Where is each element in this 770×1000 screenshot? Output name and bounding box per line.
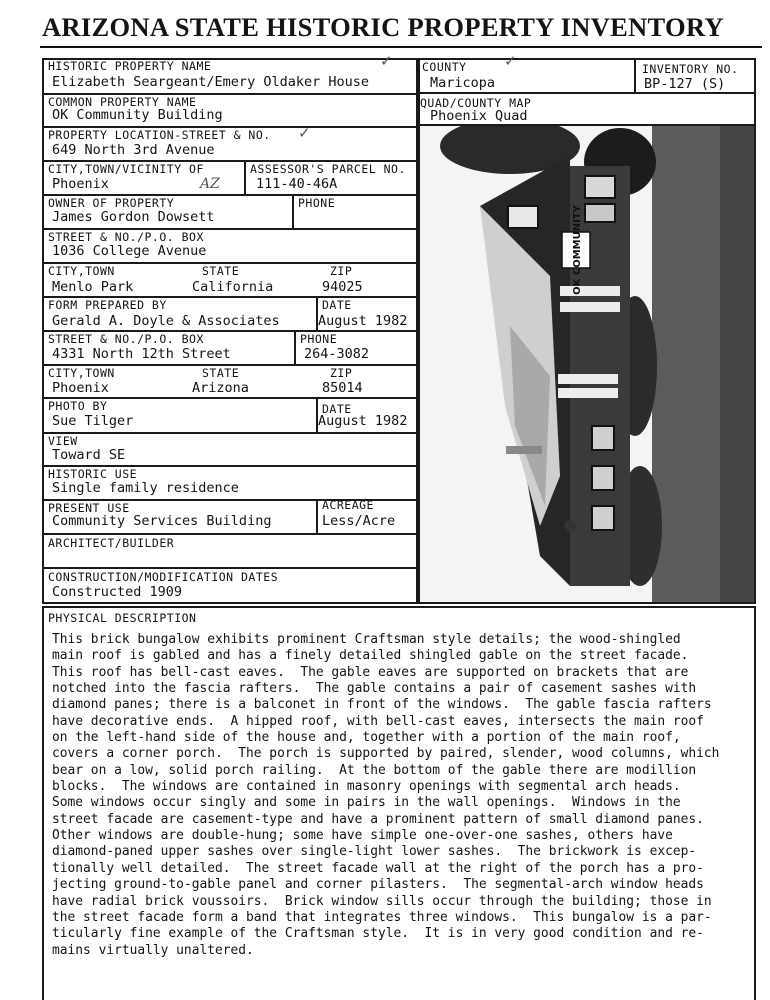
prep-state-label: STATE: [202, 366, 240, 380]
inventory-label: INVENTORY NO.: [642, 62, 739, 76]
present-use-value: Community Services Building: [52, 513, 272, 529]
city-label: CITY,TOWN/VICINITY OF: [48, 162, 204, 176]
prep-zip-label: ZIP: [330, 366, 353, 380]
physical-description-text: This brick bungalow exhibits prominent Craftsman style details; the wood-shingled main roof is gabled and has a finely detailed shingled gable on the street facade. This roof has bell-cast eaves. The gable eaves are supported on brackets that are notched into the fascia rafters. The gable contains a pair of casement sashes with diamond panes; there is a balconet in front of the windows. The gable fascia rafters have decorative ends. A hipped roof, with bell-cast eaves, intersects the main roof on the left-hand side of the house and, together with a portion of the main roof, covers a corner porch. The porch is supported by paired, slender, wood columns, which bear on a low, solid porch railing. At the bottom of the gable there are modillion blocks. The windows are contained in masonry openings with segmental arch heads. Some windows occur singly and some in pairs in the wall openings. Windows in the street facade are casement-type and have a prominent pattern of small diamond panes. Other windows are double-hung; some have simple one-over-one sashes, others have diamond-paned upper sashes over single-light lower sashes. The brickwork is excep- tionally well detailed. The street facade wall at the right of the porch has a pro- jecting ground-to-gable panel and corner pilasters. The segmental-arch window heads have radial brick voussoirs. Brick window sills occur through the building; those in the street facade form a band that integrates three windows. This bungalow is a par- ticularly fine example of the Craftsman style. It is in very good condition and re- mains virtually unaltered.: [52, 632, 720, 958]
parcel-value: 111-40-46A: [256, 176, 338, 192]
photo-date-value: August 1982: [318, 413, 408, 429]
quad-label: QUAD/COUNTY MAP: [420, 96, 532, 110]
prep-city-value: Phoenix: [52, 380, 109, 396]
historic-name-label: HISTORIC PROPERTY NAME: [48, 59, 212, 73]
prep-street-label: STREET & NO./P.O. BOX: [48, 332, 204, 346]
photo-sign-text: OK COMMUNITY: [572, 205, 583, 295]
common-name-label: COMMON PROPERTY NAME: [48, 95, 197, 109]
title-rule: [40, 46, 762, 48]
view-label: VIEW: [48, 434, 78, 448]
owner-state-label: STATE: [202, 264, 240, 278]
common-name-value: OK Community Building: [52, 107, 223, 123]
page-title: ARIZONA STATE HISTORIC PROPERTY INVENTORY: [42, 12, 724, 42]
owner-city-label: CITY,TOWN: [48, 264, 115, 278]
owner-zip-value: 94025: [322, 279, 363, 295]
photo-date-label: DATE: [322, 402, 352, 416]
physical-description-label: PHYSICAL DESCRIPTION: [48, 611, 197, 625]
owner-zip-label: ZIP: [330, 264, 353, 278]
quad-value: Phoenix Quad: [430, 108, 528, 124]
checkmark-icon: ✓: [380, 52, 393, 70]
county-label: COUNTY: [422, 60, 467, 74]
owner-value: James Gordon Dowsett: [52, 209, 215, 225]
prepared-by-label: FORM PREPARED BY: [48, 298, 167, 312]
present-use-label: PRESENT USE: [48, 501, 130, 515]
parcel-label: ASSESSOR'S PARCEL NO.: [250, 162, 406, 176]
location-label: PROPERTY LOCATION-STREET & NO.: [48, 128, 271, 142]
prep-city-label: CITY,TOWN: [48, 366, 115, 380]
prep-zip-value: 85014: [322, 380, 363, 396]
photo-by-value: Sue Tilger: [52, 413, 134, 429]
owner-street-value: 1036 College Avenue: [52, 243, 207, 259]
construction-label: CONSTRUCTION/MODIFICATION DATES: [48, 570, 279, 584]
historic-use-label: HISTORIC USE: [48, 467, 138, 481]
county-value: Maricopa: [430, 75, 496, 91]
checkmark-icon: ✓: [504, 52, 517, 70]
owner-state-value: California: [192, 279, 274, 295]
prep-phone-label: PHONE: [300, 332, 338, 346]
owner-phone-label: PHONE: [298, 196, 336, 210]
prep-phone-value: 264-3082: [304, 346, 370, 362]
location-value: 649 North 3rd Avenue: [52, 142, 215, 158]
handwritten-note: AZ: [200, 176, 220, 192]
owner-city-value: Menlo Park: [52, 279, 134, 295]
inventory-value: BP-127 (S): [644, 76, 726, 92]
prepared-by-value: Gerald A. Doyle & Associates: [52, 313, 280, 329]
view-value: Toward SE: [52, 447, 126, 463]
checkmark-icon: ✓: [298, 124, 311, 142]
property-photo: [420, 126, 756, 604]
prep-state-value: Arizona: [192, 380, 249, 396]
historic-use-value: Single family residence: [52, 480, 239, 496]
prepared-date-value: August 1982: [318, 313, 408, 329]
owner-street-label: STREET & NO./P.O. BOX: [48, 230, 204, 244]
prep-street-value: 4331 North 12th Street: [52, 346, 231, 362]
construction-value: Constructed 1909: [52, 584, 183, 600]
architect-label: ARCHITECT/BUILDER: [48, 536, 175, 550]
acreage-value: Less/Acre: [322, 513, 396, 529]
owner-label: OWNER OF PROPERTY: [48, 196, 175, 210]
prepared-date-label: DATE: [322, 298, 352, 312]
photo-by-label: PHOTO BY: [48, 399, 108, 413]
historic-name-value: Elizabeth Seargeant/Emery Oldaker House: [52, 74, 369, 90]
city-value: Phoenix: [52, 176, 109, 192]
acreage-label: ACREAGE: [322, 498, 374, 512]
